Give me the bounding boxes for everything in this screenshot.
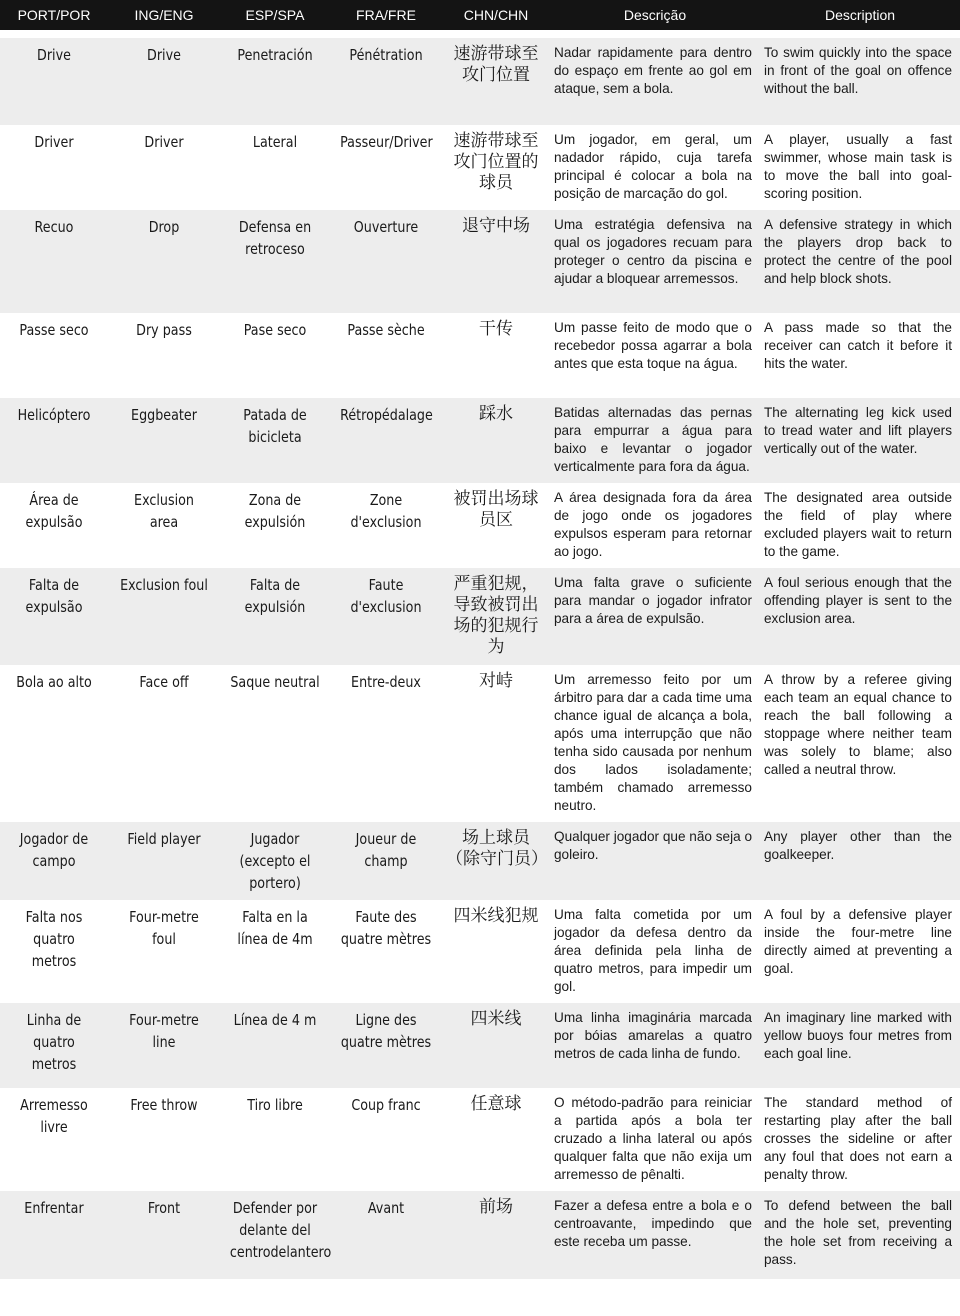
term-por: Área de expulsão	[25, 491, 83, 531]
term-spa: Lateral	[252, 133, 298, 151]
term-por: Driver	[34, 133, 74, 151]
term-fra: Avant	[367, 1199, 405, 1217]
header-eng: ING/ENG	[134, 7, 194, 23]
term-por: Bola ao alto	[16, 673, 92, 691]
table-row	[0, 38, 960, 125]
description-pt: O método-padrão para reiniciar a partida após a bola ter cruzado a linha lateral ou após qualquer falta que não exija um arremesso de pênalti.	[554, 1095, 752, 1182]
term-por: Helicóptero	[17, 406, 91, 424]
header-desc-pt: Descrição	[623, 7, 687, 23]
description-pt: Uma falta cometida por um jogador da defesa dentro da área definida pela linha de quatro metros, para impedir um gol.	[554, 907, 752, 994]
description-en: Any player other than the goalkeeper.	[764, 829, 952, 862]
description-en: A throw by a referee giving each team an equal chance to reach the ball following a stoppage where neither team was solely to blame; also called a neutral throw.	[764, 672, 952, 777]
term-chn: 速游带球至攻门位置的球员	[453, 131, 539, 193]
term-por: Falta nos quatro metros	[25, 908, 83, 970]
term-fra: Coup franc	[351, 1096, 421, 1114]
description-en: A foul by a defensive player inside the four-metre line directly aimed at preventing a goal.	[764, 907, 952, 976]
table-row	[0, 210, 960, 313]
term-chn: 对峙	[479, 671, 513, 691]
term-spa: Pase seco	[243, 321, 307, 339]
header-por: PORT/POR	[17, 7, 91, 23]
table-row	[0, 822, 960, 900]
table-row	[0, 1191, 960, 1279]
table-row	[0, 568, 960, 665]
term-eng: Four-metre foul	[129, 908, 199, 948]
table-header	[0, 0, 960, 30]
term-fra: Pénétration	[349, 46, 423, 64]
term-eng: Drive	[147, 46, 181, 64]
term-chn: 速游带球至攻门位置	[453, 44, 539, 85]
description-pt: Nadar rapidamente para dentro do espaço em frente ao gol em ataque, sem a bola.	[554, 45, 752, 96]
description-pt: Um jogador, em geral, um nadador rápido, cuja tarefa principal é colocar a bola na posição de marcação do gol.	[554, 132, 752, 201]
table-row	[0, 900, 960, 1003]
term-fra: Passe sèche	[347, 321, 425, 339]
term-eng: Front	[147, 1199, 181, 1217]
term-eng: Dry pass	[136, 321, 192, 339]
term-spa: Jugador (excepto el portero)	[239, 830, 311, 892]
term-fra: Ligne des quatre mètres	[340, 1011, 432, 1051]
term-spa: Saque neutral	[230, 673, 320, 691]
description-en: The designated area outside the field of play where excluded players wait to return to the game.	[764, 490, 952, 559]
header-chn: CHN/CHN	[463, 7, 529, 23]
term-eng: Driver	[144, 133, 184, 151]
term-por: Passe seco	[19, 321, 89, 339]
table-row	[0, 483, 960, 568]
term-fra: Zone d'exclusion	[350, 491, 422, 531]
table-row	[0, 1088, 960, 1191]
description-pt: Batidas alternadas das pernas para empurrar a água para baixo e levantar o jogador verticalmente para fora da água.	[554, 405, 752, 474]
description-en: To swim quickly into the space in front of the goal on offence without the ball.	[764, 45, 952, 96]
table-row	[0, 398, 960, 483]
description-pt: Uma estratégia defensiva na qual os jogadores recuam para proteger o centro da piscina e ajudar a bloquear arremessos.	[554, 217, 752, 286]
description-pt: Um arremesso feito por um árbitro para dar a cada time uma chance igual de alcança a bola, após uma interrupção que não tenha sido causada por nenhum dos lados isoladamente; também chamado arremesso neutro.	[554, 672, 752, 813]
term-chn: 任意球	[470, 1094, 522, 1114]
term-chn: 被罚出场球员区	[453, 489, 539, 530]
term-fra: Entre-deux	[351, 673, 421, 691]
term-eng: Exclusion area	[134, 491, 194, 531]
term-eng: Four-metre line	[129, 1011, 199, 1051]
description-pt: Qualquer jogador que não seja o goleiro.	[554, 829, 753, 862]
term-chn: 场上球员（除守门员）	[446, 828, 548, 869]
description-en: An imaginary line marked with yellow buoys four metres from each goal line.	[764, 1010, 952, 1061]
term-por: Drive	[37, 46, 71, 64]
description-pt: Uma falta grave o suficiente para mandar o jogador infrator para a área de expulsão.	[554, 575, 752, 626]
term-spa: Falta en la línea de 4m	[237, 908, 313, 948]
description-en: To defend between the ball and the hole set, preventing the hole set from receiving a pass.	[764, 1198, 952, 1267]
table-row	[0, 125, 960, 210]
table-row	[0, 1003, 960, 1088]
term-spa: Tiro libre	[247, 1096, 303, 1114]
term-chn: 干传	[479, 319, 513, 339]
description-en: A pass made so that the receiver can catch it before it hits the water.	[764, 320, 952, 371]
glossary-table	[0, 38, 960, 1279]
term-por: Arremesso livre	[20, 1096, 88, 1136]
term-por: Enfrentar	[24, 1199, 84, 1217]
term-fra: Faute d'exclusion	[350, 576, 422, 616]
term-chn: 前场	[479, 1197, 513, 1217]
term-por: Jogador de campo	[19, 830, 89, 870]
description-en: A player, usually a fast swimmer, whose main task is to move the ball into goal-scoring position.	[764, 132, 952, 201]
header-spa: ESP/SPA	[245, 7, 305, 23]
term-spa: Zona de expulsión	[244, 491, 306, 531]
term-spa: Defender por delante del centrodelantero	[229, 1199, 332, 1261]
term-chn: 严重犯规，导致被罚出场的犯规行为	[453, 574, 539, 657]
term-fra: Passeur/Driver	[340, 133, 433, 151]
term-eng: Field player	[127, 830, 201, 848]
table-row	[0, 665, 960, 822]
term-fra: Joueur de champ	[355, 830, 417, 870]
description-pt: Fazer a defesa entre a bola e o centroavante, impedindo que este receba um passe.	[554, 1198, 752, 1249]
term-eng: Drop	[148, 218, 180, 236]
header-fra: FRA/FRE	[356, 7, 416, 23]
term-eng: Face off	[139, 673, 189, 691]
description-pt: Uma linha imaginária marcada por bóias amarelas a quatro metros de cada linha de fundo.	[554, 1010, 752, 1061]
term-chn: 四米线	[470, 1009, 522, 1029]
header-desc-en: Description	[824, 7, 896, 23]
term-por: Falta de expulsão	[25, 576, 83, 616]
term-fra: Faute des quatre mètres	[340, 908, 432, 948]
term-chn: 退守中场	[462, 216, 530, 236]
term-por: Recuo	[34, 218, 74, 236]
table-row	[0, 313, 960, 398]
description-en: A defensive strategy in which the players drop back to protect the centre of the pool and help block shots.	[764, 217, 952, 286]
description-en: A foul serious enough that the offending player is sent to the exclusion area.	[764, 575, 952, 626]
term-eng: Exclusion foul	[120, 576, 208, 594]
term-chn: 四米线犯规	[453, 906, 539, 926]
term-fra: Rétropédalage	[340, 406, 433, 424]
term-spa: Falta de expulsión	[244, 576, 306, 616]
description-pt: A área designada fora da área de jogo onde os jogadores expulsos esperam para retornar ao jogo.	[554, 490, 752, 559]
term-fra: Ouverture	[353, 218, 419, 236]
description-en: The standard method of restarting play after the ball crosses the sideline or after any foul that does not earn a penalty throw.	[764, 1095, 952, 1182]
term-por: Linha de quatro metros	[26, 1011, 82, 1073]
term-spa: Penetración	[237, 46, 313, 64]
term-chn: 踩水	[479, 404, 513, 424]
description-en: The alternating leg kick used to tread water and lift players vertically out of the water.	[764, 405, 952, 456]
term-eng: Free throw	[130, 1096, 198, 1114]
term-eng: Eggbeater	[131, 406, 197, 424]
term-spa: Defensa en retroceso	[238, 218, 312, 258]
description-pt: Um passe feito de modo que o recebedor possa agarrar a bola antes que esta toque na água.	[554, 320, 752, 371]
term-spa: Patada de bicicleta	[243, 406, 307, 446]
term-spa: Línea de 4 m	[233, 1011, 317, 1029]
